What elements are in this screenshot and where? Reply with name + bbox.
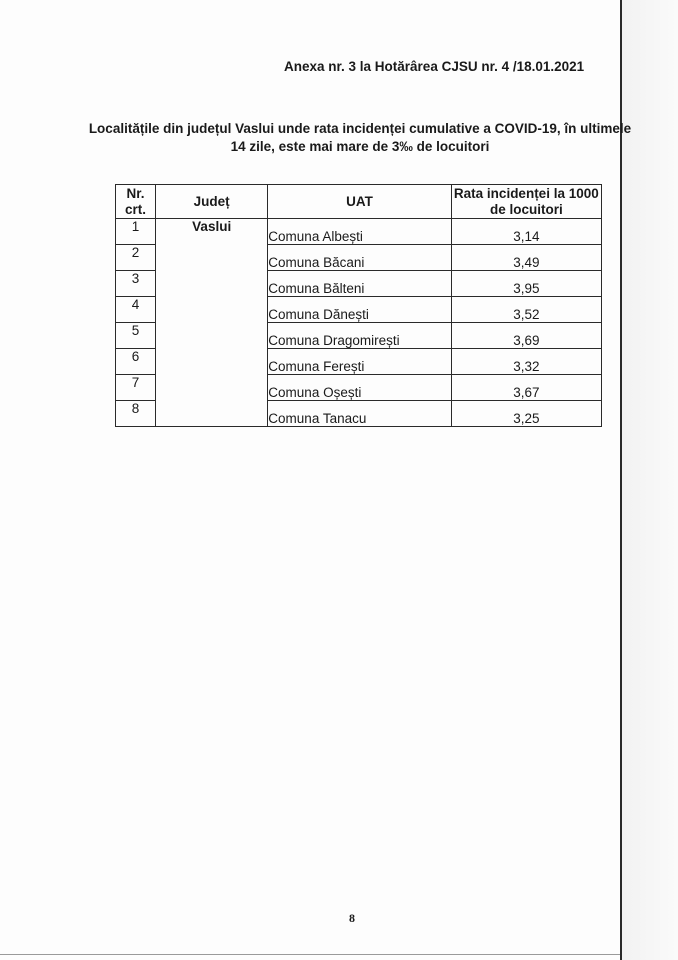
row-number: 3 bbox=[116, 271, 156, 297]
judet-cell: Vaslui bbox=[156, 219, 268, 427]
uat-cell: Comuna Tanacu bbox=[268, 401, 451, 427]
rate-cell: 3,25 bbox=[451, 401, 601, 427]
table-row bbox=[116, 219, 602, 245]
bottom-rule bbox=[0, 954, 620, 955]
rate-cell: 3,67 bbox=[451, 375, 601, 401]
table-header-row bbox=[116, 185, 602, 219]
uat-cell: Comuna Băcani bbox=[268, 245, 451, 271]
document-title bbox=[60, 120, 660, 156]
document-title-line-2: 14 zile, este mai mare de 3‰ de locuitori bbox=[230, 139, 490, 154]
rate-cell: 3,49 bbox=[451, 245, 601, 271]
row-number: 1 bbox=[116, 219, 156, 245]
document-title-line-1: Localitățile din județul Vaslui unde rata incidenței cumulative a COVID-19, în ultimele bbox=[88, 121, 632, 136]
header-rata-incidentei: Rata incidenței la 1000 de locuitori bbox=[451, 185, 601, 219]
uat-cell: Comuna Dragomirești bbox=[268, 323, 451, 349]
annex-reference: Anexa nr. 3 la Hotărârea CJSU nr. 4 /18.01.2021 bbox=[284, 59, 585, 74]
row-number: 8 bbox=[116, 401, 156, 427]
uat-cell: Comuna Oșești bbox=[268, 375, 451, 401]
page-number: 8 bbox=[349, 911, 355, 925]
incidence-table bbox=[115, 184, 602, 427]
uat-cell: Comuna Ferești bbox=[268, 349, 451, 375]
rate-cell: 3,52 bbox=[451, 297, 601, 323]
uat-cell: Comuna Bălteni bbox=[268, 271, 451, 297]
row-number: 4 bbox=[116, 297, 156, 323]
uat-cell: Comuna Albești bbox=[268, 219, 451, 245]
row-number: 2 bbox=[116, 245, 156, 271]
header-nr-crt: Nr. crt. bbox=[116, 185, 156, 219]
header-judet: Județ bbox=[156, 185, 268, 219]
row-number: 7 bbox=[116, 375, 156, 401]
rate-cell: 3,32 bbox=[451, 349, 601, 375]
uat-cell: Comuna Dănești bbox=[268, 297, 451, 323]
rate-cell: 3,95 bbox=[451, 271, 601, 297]
rate-cell: 3,69 bbox=[451, 323, 601, 349]
row-number: 6 bbox=[116, 349, 156, 375]
rate-cell: 3,14 bbox=[451, 219, 601, 245]
row-number: 5 bbox=[116, 323, 156, 349]
header-uat: UAT bbox=[268, 185, 451, 219]
